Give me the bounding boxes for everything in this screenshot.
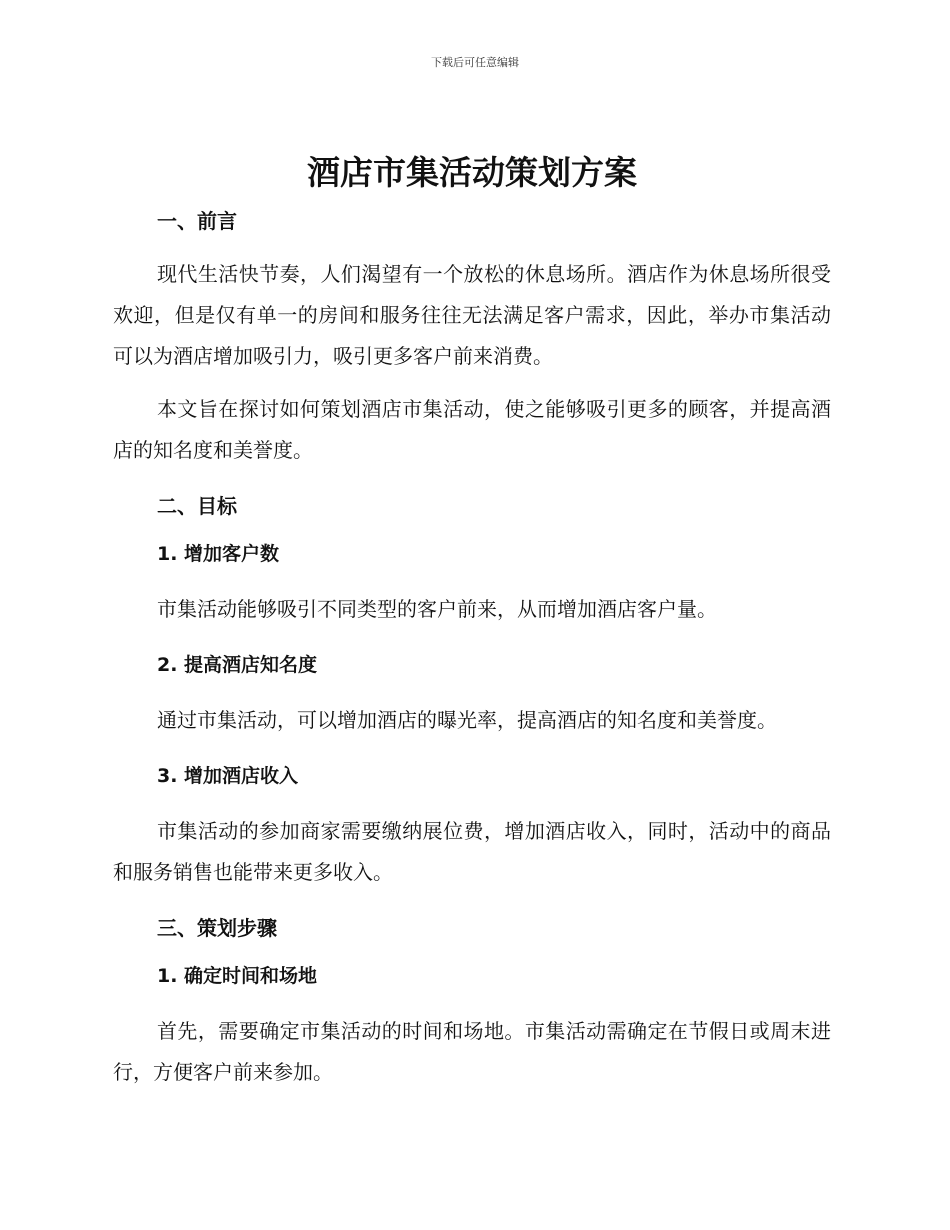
paragraph-goal-2: 通过市集活动，可以增加酒店的曝光率，提高酒店的知名度和美誉度。: [157, 708, 777, 732]
paragraph-step-1: 首先，需要确定市集活动的时间和场地。市集活动需确定在节假日或周末进行，方便客户前来参加。: [113, 1019, 831, 1084]
subheading-goal-2: 2. 提高酒店知名度: [157, 654, 318, 676]
section-heading-steps: 三、策划步骤: [157, 916, 277, 940]
subheading-goal-3: 3. 增加酒店收入: [157, 765, 299, 787]
section-heading-preface: 一、前言: [157, 209, 237, 233]
paragraph-preface-1: 现代生活快节奏，人们渴望有一个放松的休息场所。酒店作为休息场所很受欢迎，但是仅有单一的房间和服务往往无法满足客户需求，因此，举办市集活动可以为酒店增加吸引力，吸引更多客户前来消费。: [113, 262, 831, 368]
paragraph-goal-3: 市集活动的参加商家需要缴纳展位费，增加酒店收入，同时，活动中的商品和服务销售也能带来更多收入。: [113, 819, 831, 884]
header-note: 下载后可任意编辑: [431, 56, 519, 69]
document-title: 酒店市集活动策划方案: [307, 153, 637, 192]
subheading-step-1: 1. 确定时间和场地: [157, 965, 318, 987]
paragraph-goal-1: 市集活动能够吸引不同类型的客户前来，从而增加酒店客户量。: [157, 597, 717, 621]
subheading-goal-1: 1. 增加客户数: [157, 543, 280, 565]
section-heading-goals: 二、目标: [157, 494, 237, 518]
document-body: [113, 150, 831, 1105]
paragraph-preface-2: 本文旨在探讨如何策划酒店市集活动，使之能够吸引更多的顾客，并提高酒店的知名度和美誉度。: [113, 397, 831, 462]
